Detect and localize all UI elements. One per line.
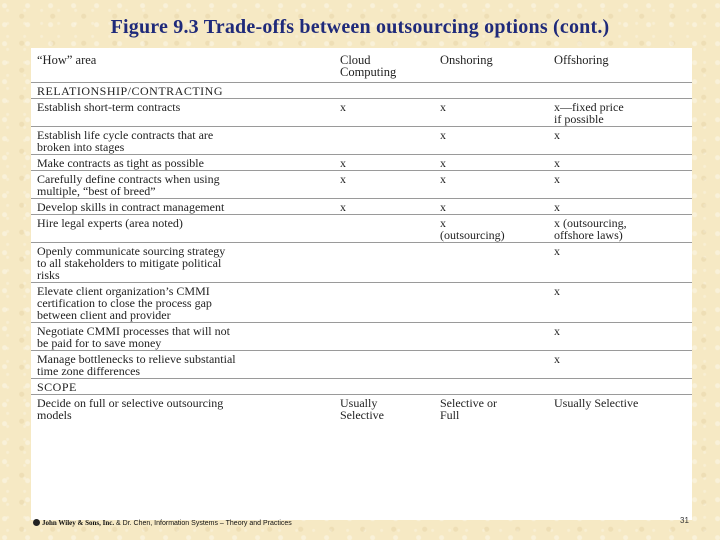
cloud-computing-cell — [334, 323, 434, 351]
cloud-computing-cell — [334, 243, 434, 283]
offshoring-cell: x—fixed price if possible — [554, 100, 624, 126]
how-area-cell: Elevate client organization’s CMMI certification to close the process gap between client and provider — [37, 284, 212, 322]
header-onshoring: Onshoring — [440, 53, 493, 67]
how-area-cell: Develop skills in contract management — [37, 200, 225, 214]
offshoring-cell: x — [554, 128, 560, 142]
onshoring-cell — [434, 243, 548, 283]
table-body — [31, 83, 692, 423]
cloud-computing-cell — [334, 215, 434, 243]
section-heading: RELATIONSHIP/CONTRACTING — [37, 84, 223, 98]
offshoring-cell: x — [554, 200, 560, 214]
offshoring-cell: x — [554, 352, 560, 366]
offshoring-cell — [548, 379, 692, 395]
onshoring-cell — [434, 323, 548, 351]
how-area-cell: Manage bottlenecks to relieve substantial time zone differences — [37, 352, 236, 378]
header-offshoring: Offshoring — [554, 53, 609, 67]
table-row — [31, 215, 692, 243]
cloud-computing-cell — [334, 127, 434, 155]
table-row — [31, 199, 692, 215]
onshoring-cell — [434, 379, 548, 395]
offshoring-cell: Usually Selective — [554, 396, 639, 410]
onshoring-cell: Selective or Full — [440, 396, 497, 422]
cloud-computing-cell: x — [340, 156, 346, 170]
cloud-computing-cell: x — [340, 100, 346, 114]
how-area-cell: Establish life cycle contracts that are broken into stages — [37, 128, 214, 154]
table-row — [31, 283, 692, 323]
footer-publisher: John Wiley & Sons, Inc. — [42, 519, 115, 527]
table-row — [31, 243, 692, 283]
table-header-row — [31, 48, 692, 83]
trade-offs-table — [31, 48, 692, 422]
how-area-cell: Decide on full or selective outsourcing models — [37, 396, 224, 422]
trade-offs-table-container — [31, 48, 692, 520]
cloud-computing-cell — [334, 283, 434, 323]
offshoring-cell: x (outsourcing, offshore laws) — [554, 216, 627, 242]
how-area-cell: Establish short-term contracts — [37, 100, 181, 114]
table-row — [31, 323, 692, 351]
footer-credit — [33, 519, 292, 527]
offshoring-cell: x — [554, 324, 560, 338]
section-heading-row — [31, 83, 692, 99]
table-row — [31, 171, 692, 199]
onshoring-cell: x — [440, 128, 446, 142]
cloud-computing-cell — [334, 351, 434, 379]
table-row — [31, 99, 692, 127]
onshoring-cell — [434, 351, 548, 379]
onshoring-cell — [434, 283, 548, 323]
onshoring-cell: x (outsourcing) — [440, 216, 505, 242]
how-area-cell: Carefully define contracts when using multiple, “best of breed” — [37, 172, 220, 198]
section-heading: SCOPE — [37, 380, 77, 394]
onshoring-cell: x — [440, 156, 446, 170]
publisher-logo-icon — [33, 519, 40, 526]
onshoring-cell: x — [440, 200, 446, 214]
table-row — [31, 351, 692, 379]
cloud-computing-cell — [334, 83, 434, 99]
page-number: 31 — [680, 516, 689, 525]
offshoring-cell: x — [554, 244, 560, 258]
cloud-computing-cell: x — [340, 200, 346, 214]
slide-title: Figure 9.3 Trade-offs between outsourcing options (cont.) — [110, 16, 610, 38]
table-row — [31, 395, 692, 423]
how-area-cell: Make contracts as tight as possible — [37, 156, 204, 170]
offshoring-cell: x — [554, 284, 560, 298]
footer-text: & Dr. Chen, Information Systems – Theory and Practices — [114, 520, 292, 527]
cloud-computing-cell: x — [340, 172, 346, 186]
cloud-computing-cell — [334, 379, 434, 395]
offshoring-cell: x — [554, 156, 560, 170]
offshoring-cell — [548, 83, 692, 99]
header-cloud-computing: Cloud Computing — [340, 53, 397, 79]
offshoring-cell: x — [554, 172, 560, 186]
onshoring-cell: x — [440, 100, 446, 114]
table-row — [31, 127, 692, 155]
table-row — [31, 155, 692, 171]
onshoring-cell — [434, 83, 548, 99]
cloud-computing-cell: Usually Selective — [340, 396, 384, 422]
how-area-cell: Negotiate CMMI processes that will not be paid for to save money — [37, 324, 230, 350]
header-how-area: “How” area — [37, 53, 97, 67]
section-heading-row — [31, 379, 692, 395]
onshoring-cell: x — [440, 172, 446, 186]
how-area-cell: Openly communicate sourcing strategy to all stakeholders to mitigate political risks — [37, 244, 226, 282]
how-area-cell: Hire legal experts (area noted) — [37, 216, 183, 230]
